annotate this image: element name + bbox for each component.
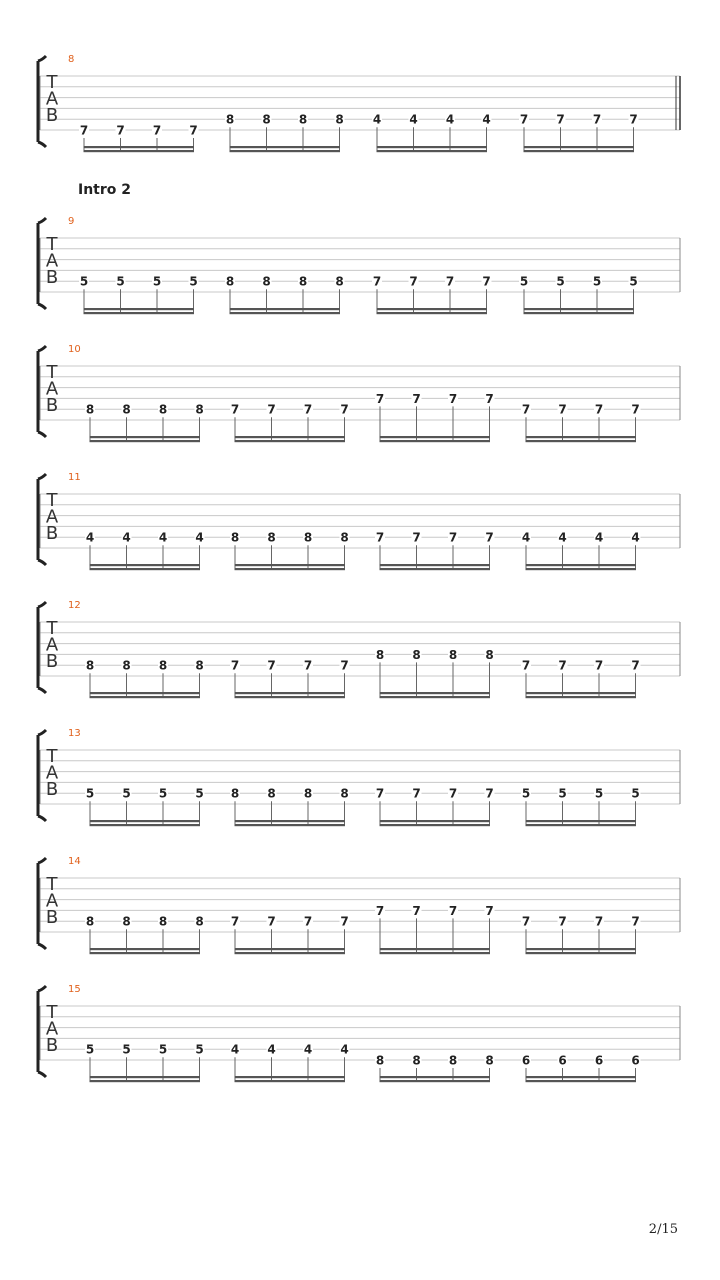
fret-number: 4: [372, 112, 382, 127]
page-number: 2/15: [648, 1222, 678, 1237]
tab-clef-letter: B: [45, 105, 59, 126]
note-beam: [90, 440, 201, 442]
note-beam: [90, 948, 201, 950]
fret-number: 8: [225, 274, 235, 289]
fret-number: 8: [267, 530, 276, 545]
fret-number: 7: [556, 112, 565, 127]
fret-number: 7: [340, 658, 349, 673]
fret-number: 7: [412, 903, 421, 918]
fret-number: 7: [594, 402, 604, 417]
tab-clef-letter: A: [45, 762, 59, 784]
fret-number: 8: [340, 786, 349, 801]
fret-number: 8: [485, 1053, 494, 1068]
fret-number: 7: [594, 914, 604, 929]
note-beam: [377, 308, 488, 310]
fret-number: 4: [230, 1042, 240, 1057]
fret-number: 8: [85, 658, 95, 673]
fret-number: 5: [152, 274, 162, 289]
note-beam: [377, 312, 488, 314]
note-beam: [235, 1080, 346, 1082]
fret-number: 6: [521, 1053, 531, 1068]
fret-number: 7: [631, 658, 640, 673]
note-beam: [235, 824, 346, 826]
fret-number: 7: [230, 658, 240, 673]
note-beam: [235, 820, 346, 822]
fret-number: 5: [122, 1042, 131, 1057]
fret-number: 4: [558, 530, 567, 545]
fret-number: 7: [267, 402, 276, 417]
note-beam: [90, 824, 201, 826]
fret-number: 5: [189, 274, 198, 289]
fret-number: 7: [375, 391, 385, 406]
fret-number: 7: [485, 903, 494, 918]
tab-clef-letter: B: [45, 779, 59, 800]
fret-number: 7: [448, 391, 458, 406]
system-bracket: [38, 474, 46, 565]
fret-number: 5: [79, 274, 89, 289]
fret-number: 5: [592, 274, 602, 289]
fret-number: 7: [340, 914, 349, 929]
note-beam: [380, 692, 491, 694]
fret-number: 8: [303, 530, 313, 545]
note-beam: [235, 948, 346, 950]
tab-system: [38, 984, 680, 1082]
measure-number: 14: [68, 856, 81, 867]
fret-number: 4: [85, 530, 95, 545]
note-beam: [90, 1076, 201, 1078]
tab-clef-letter: A: [45, 378, 59, 400]
tab-clef-letter: B: [45, 907, 59, 928]
note-beam: [380, 824, 491, 826]
note-beam: [526, 824, 637, 826]
fret-number: 7: [372, 274, 382, 289]
fret-number: 7: [445, 274, 455, 289]
fret-number: 8: [195, 914, 204, 929]
note-beam: [90, 692, 201, 694]
fret-number: 4: [158, 530, 168, 545]
fret-number: 4: [594, 530, 604, 545]
note-beam: [526, 952, 637, 954]
fret-number: 8: [298, 274, 308, 289]
system-bracket: [38, 602, 46, 693]
fret-number: 4: [122, 530, 131, 545]
fret-number: 4: [482, 112, 491, 127]
note-beam: [84, 150, 195, 152]
note-beam: [380, 820, 491, 822]
fret-number: 5: [594, 786, 604, 801]
fret-number: 5: [122, 786, 131, 801]
fret-number: 8: [340, 530, 349, 545]
fret-number: 5: [85, 1042, 95, 1057]
fret-number: 7: [116, 123, 125, 138]
fret-number: 8: [122, 658, 131, 673]
fret-number: 8: [85, 402, 95, 417]
note-beam: [84, 312, 195, 314]
note-beam: [524, 150, 635, 152]
note-beam: [526, 440, 637, 442]
tab-clef-letter: A: [45, 506, 59, 528]
note-beam: [230, 150, 341, 152]
fret-number: 7: [303, 658, 313, 673]
section-label: Intro 2: [78, 182, 132, 198]
system-bracket: [38, 730, 46, 821]
fret-number: 7: [230, 914, 240, 929]
note-beam: [526, 436, 637, 438]
note-beam: [84, 308, 195, 310]
fret-number: 8: [298, 112, 308, 127]
note-beam: [524, 312, 635, 314]
fret-number: 4: [409, 112, 418, 127]
fret-number: 7: [448, 786, 458, 801]
fret-number: 8: [485, 647, 494, 662]
tab-clef-letter: A: [45, 88, 59, 110]
tab-clef-letter: T: [46, 362, 58, 383]
fret-number: 7: [631, 402, 640, 417]
note-beam: [235, 568, 346, 570]
fret-number: 7: [375, 786, 385, 801]
tab-clef-letter: A: [45, 250, 59, 272]
note-beam: [380, 564, 491, 566]
fret-number: 7: [485, 530, 494, 545]
note-beam: [380, 436, 491, 438]
fret-number: 7: [267, 658, 276, 673]
fret-number: 5: [519, 274, 529, 289]
fret-number: 7: [521, 658, 531, 673]
fret-number: 7: [189, 123, 198, 138]
fret-number: 8: [158, 658, 168, 673]
note-beam: [235, 440, 346, 442]
fret-number: 4: [521, 530, 531, 545]
tab-clef-letter: T: [46, 1002, 58, 1023]
fret-number: 8: [158, 914, 168, 929]
fret-number: 7: [375, 530, 385, 545]
fret-number: 7: [448, 903, 458, 918]
tab-clef-letter: A: [45, 634, 59, 656]
fret-number: 5: [629, 274, 638, 289]
note-beam: [90, 564, 201, 566]
tab-clef-letter: T: [46, 618, 58, 639]
note-beam: [526, 696, 637, 698]
fret-number: 4: [303, 1042, 313, 1057]
fret-number: 7: [482, 274, 491, 289]
fret-number: 7: [485, 391, 494, 406]
system-bracket: [38, 986, 46, 1077]
note-beam: [90, 436, 201, 438]
note-beam: [380, 1076, 491, 1078]
fret-number: 4: [195, 530, 204, 545]
note-beam: [526, 948, 637, 950]
note-beam: [526, 1080, 637, 1082]
note-beam: [526, 820, 637, 822]
measure-number: 8: [68, 54, 75, 65]
fret-number: 8: [412, 647, 421, 662]
fret-number: 5: [558, 786, 567, 801]
tab-system: [38, 472, 680, 570]
fret-number: 8: [122, 914, 131, 929]
note-beam: [235, 696, 346, 698]
fret-number: 5: [556, 274, 565, 289]
tab-clef-letter: B: [45, 267, 59, 288]
measure-number: 11: [68, 472, 81, 483]
fret-number: 7: [230, 402, 240, 417]
note-beam: [524, 146, 635, 148]
note-beam: [526, 1076, 637, 1078]
measure-number: 12: [68, 600, 81, 611]
fret-number: 7: [558, 402, 567, 417]
fret-number: 7: [375, 903, 385, 918]
tab-clef-letter: B: [45, 395, 59, 416]
fret-number: 8: [195, 658, 204, 673]
note-beam: [90, 696, 201, 698]
fret-number: 4: [631, 530, 640, 545]
tab-clef-letter: T: [46, 72, 58, 93]
note-beam: [235, 952, 346, 954]
fret-number: 7: [448, 530, 458, 545]
fret-number: 7: [485, 786, 494, 801]
note-beam: [526, 564, 637, 566]
fret-number: 7: [594, 658, 604, 673]
fret-number: 6: [558, 1053, 567, 1068]
fret-number: 8: [230, 786, 240, 801]
fret-number: 7: [303, 402, 313, 417]
system-bracket: [38, 858, 46, 949]
fret-number: 7: [629, 112, 638, 127]
fret-number: 8: [303, 786, 313, 801]
fret-number: 5: [158, 1042, 168, 1057]
measure-number: 10: [68, 344, 81, 355]
note-beam: [230, 312, 341, 314]
note-beam: [380, 568, 491, 570]
note-beam: [380, 440, 491, 442]
fret-number: 7: [412, 530, 421, 545]
tab-clef-letter: T: [46, 234, 58, 255]
fret-number: 5: [631, 786, 640, 801]
tab-system: [38, 54, 680, 152]
measure-number: 13: [68, 728, 81, 739]
note-beam: [526, 568, 637, 570]
fret-number: 7: [521, 914, 531, 929]
tab-clef-letter: B: [45, 523, 59, 544]
fret-number: 7: [409, 274, 418, 289]
tab-clef-letter: T: [46, 874, 58, 895]
fret-number: 8: [412, 1053, 421, 1068]
fret-number: 7: [340, 402, 349, 417]
tab-clef-letter: B: [45, 651, 59, 672]
fret-number: 8: [448, 647, 458, 662]
fret-number: 5: [195, 1042, 204, 1057]
note-beam: [380, 696, 491, 698]
fret-number: 8: [448, 1053, 458, 1068]
fret-number: 5: [521, 786, 531, 801]
note-beam: [235, 692, 346, 694]
measure-number: 15: [68, 984, 81, 995]
note-beam: [90, 820, 201, 822]
note-beam: [380, 948, 491, 950]
fret-number: 6: [594, 1053, 604, 1068]
note-beam: [235, 564, 346, 566]
fret-number: 8: [267, 786, 276, 801]
fret-number: 8: [375, 1053, 385, 1068]
fret-number: 8: [375, 647, 385, 662]
fret-number: 5: [195, 786, 204, 801]
tab-clef-letter: A: [45, 890, 59, 912]
fret-number: 8: [262, 112, 271, 127]
note-beam: [230, 146, 341, 148]
fret-number: 7: [412, 391, 421, 406]
note-beam: [524, 308, 635, 310]
fret-number: 5: [158, 786, 168, 801]
system-bracket: [38, 56, 46, 147]
fret-number: 5: [116, 274, 125, 289]
system-bracket: [38, 346, 46, 437]
fret-number: 7: [631, 914, 640, 929]
note-beam: [90, 1080, 201, 1082]
fret-number: 7: [79, 123, 89, 138]
fret-number: 7: [558, 658, 567, 673]
fret-number: 6: [631, 1053, 640, 1068]
tab-clef-letter: B: [45, 1035, 59, 1056]
system-bracket: [38, 218, 46, 309]
fret-number: 8: [122, 402, 131, 417]
fret-number: 4: [340, 1042, 349, 1057]
tab-system: [38, 600, 680, 698]
fret-number: 4: [267, 1042, 276, 1057]
fret-number: 7: [592, 112, 602, 127]
fret-number: 7: [303, 914, 313, 929]
fret-number: 7: [519, 112, 529, 127]
note-beam: [380, 1080, 491, 1082]
fret-number: 8: [195, 402, 204, 417]
note-beam: [235, 436, 346, 438]
fret-number: 7: [267, 914, 276, 929]
tab-system: [38, 856, 680, 954]
fret-number: 8: [262, 274, 271, 289]
note-beam: [90, 568, 201, 570]
fret-number: 4: [445, 112, 455, 127]
note-beam: [377, 146, 488, 148]
fret-number: 8: [85, 914, 95, 929]
fret-number: 7: [521, 402, 531, 417]
note-beam: [84, 146, 195, 148]
note-beam: [380, 952, 491, 954]
tab-clef-letter: A: [45, 1018, 59, 1040]
fret-number: 7: [152, 123, 162, 138]
fret-number: 8: [335, 274, 344, 289]
note-beam: [90, 952, 201, 954]
fret-number: 8: [158, 402, 168, 417]
note-beam: [526, 692, 637, 694]
note-beam: [235, 1076, 346, 1078]
fret-number: 5: [85, 786, 95, 801]
fret-number: 8: [230, 530, 240, 545]
tab-clef-letter: T: [46, 746, 58, 767]
fret-number: 7: [558, 914, 567, 929]
note-beam: [377, 150, 488, 152]
measure-number: 9: [68, 216, 75, 227]
tab-system: [38, 728, 680, 826]
tab-clef-letter: T: [46, 490, 58, 511]
fret-number: 7: [412, 786, 421, 801]
tab-system: [38, 216, 680, 314]
fret-number: 8: [335, 112, 344, 127]
note-beam: [230, 308, 341, 310]
fret-number: 8: [225, 112, 235, 127]
tab-system: [38, 344, 680, 442]
